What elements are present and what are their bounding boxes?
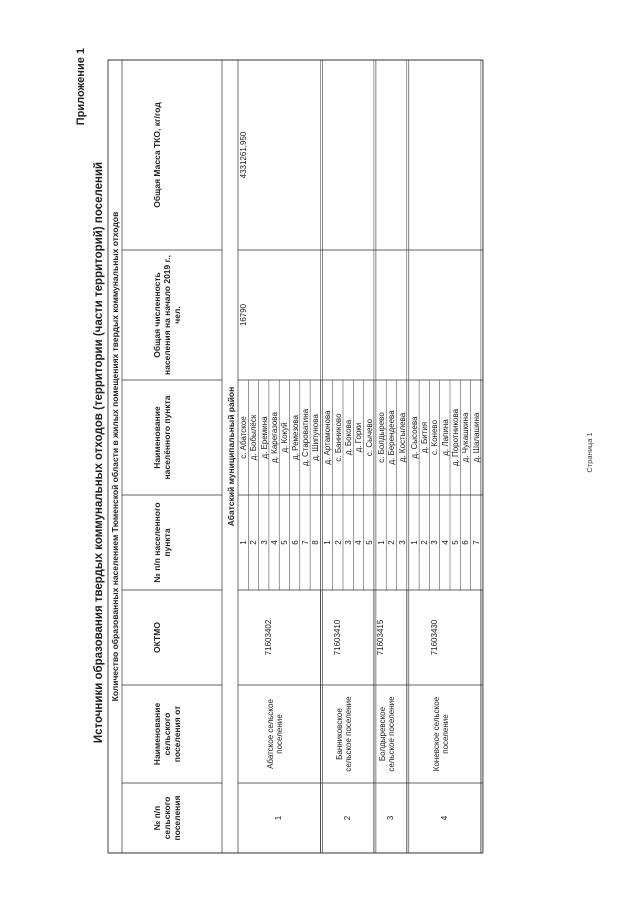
settlement-number: 1 [274, 815, 284, 821]
table-subtitle: Количество образованных населением Тюменской области в жилых помещениях твердых коммунальных отходов [110, 211, 120, 702]
locality-name: д. Староватина [300, 408, 310, 467]
locality-number: 5 [451, 540, 460, 545]
locality-name: д. Карегазова [269, 412, 279, 463]
locality-number: 5 [280, 540, 290, 545]
column-header-settlement-name: Наименование сельского поселения от [152, 702, 182, 766]
locality-name: с. Банниково [333, 413, 343, 462]
locality-number: 2 [387, 540, 397, 545]
settlement-number: 2 [343, 815, 353, 821]
locality-name: д. Костылева [397, 412, 407, 463]
column-header-num: № п/п сельского поселения [152, 795, 182, 841]
locality-name: д. Поротникова [451, 408, 460, 467]
locality-number: 5 [364, 540, 374, 545]
settlement-name: Абатское сельское поселение [266, 699, 285, 769]
settlement-name: Болдыревское сельское поселение [378, 696, 397, 772]
locality-name: д. Лапина [440, 419, 450, 456]
locality-number: 1 [323, 540, 333, 545]
appendix-label: Приложение 1 [75, 48, 87, 126]
locality-number: 6 [461, 540, 471, 545]
district-name: Абатский муниципальный район [226, 386, 236, 527]
column-header-oktmo: ОКТМО [152, 622, 162, 653]
settlement-number: 3 [386, 815, 396, 821]
column-header-population: Общая численность населения на начало 2019 г., чел. [152, 254, 182, 376]
column-header-mass: Общая Масса ТКО, кг/год [152, 102, 162, 208]
locality-name: д. Сысоева [409, 416, 419, 459]
locality-number: 1 [409, 540, 419, 545]
locality-number: 2 [420, 540, 430, 545]
locality-name: д. Берендеева [387, 410, 397, 465]
locality-name: д. Еремина [259, 416, 269, 459]
locality-number: 3 [397, 540, 407, 545]
locality-name: д. Шипунова [311, 414, 321, 461]
locality-name: д. Чукашкина [461, 412, 471, 463]
settlement-oktmo: 71603402 [264, 619, 274, 656]
locality-name: д. Бития [420, 421, 430, 454]
locality-number: 7 [300, 540, 310, 545]
locality-number: 4 [354, 540, 364, 545]
settlement-number: 4 [439, 815, 449, 821]
page-footer: Страница 1 [585, 432, 594, 473]
locality-number: 3 [259, 540, 269, 545]
locality-name: с. Сычево [364, 418, 374, 457]
locality-number: 2 [249, 540, 259, 545]
locality-number: 3 [430, 540, 440, 545]
locality-number: 4 [440, 540, 450, 545]
locality-number: 8 [311, 540, 321, 545]
locality-number: 1 [376, 540, 386, 545]
locality-name: д. Горки [354, 422, 364, 453]
locality-name: с. Болдырево [376, 412, 386, 463]
locality-number: 6 [290, 540, 300, 545]
locality-number: 4 [269, 540, 279, 545]
settlement-name: Коневское сельское поселение [431, 696, 450, 772]
settlement-oktmo: 71603410 [333, 619, 343, 656]
locality-name: д. Ремезова [290, 415, 300, 460]
locality-number: 2 [333, 540, 343, 545]
locality-number: 7 [471, 540, 481, 545]
settlement-name: Банниковское сельское поселение [335, 696, 354, 772]
population-total: 16790 [239, 303, 248, 327]
document-title: Источники образования твердых коммунальных отходов (территории (части территорий) поселений [93, 161, 105, 744]
locality-name: д. Кокуй [280, 422, 290, 453]
locality-number: 3 [344, 540, 353, 545]
locality-name: д. Бокова [344, 419, 353, 456]
column-header-locality-num: № п/п населенного пункта [152, 502, 172, 583]
settlement-oktmo: 71603430 [429, 619, 439, 656]
locality-name: с. Абатское [239, 416, 248, 459]
column-header-locality-name: Наименование населённого пункта [152, 395, 172, 480]
locality-name: д. Шалашина [471, 412, 481, 463]
locality-name: д. Артамонова [323, 410, 333, 465]
settlement-oktmo: 71603415 [376, 619, 386, 656]
locality-name: д. Бобылёск [249, 414, 259, 461]
mass-total: 4331261,950 [239, 131, 248, 179]
locality-number: 1 [239, 540, 248, 545]
locality-name: с. Конево [430, 419, 440, 456]
